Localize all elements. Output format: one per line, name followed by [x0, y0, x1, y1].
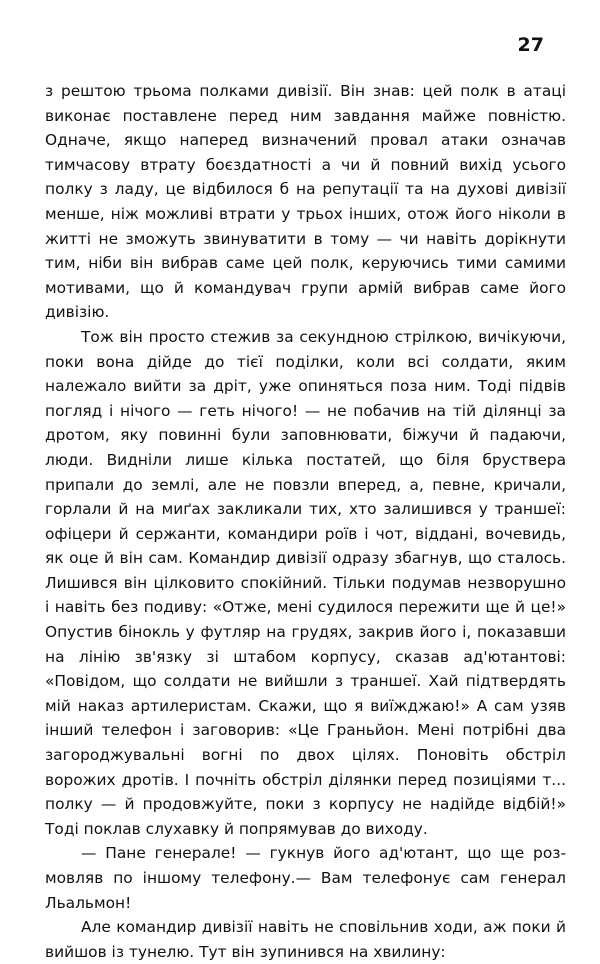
paragraph-1: з рештою трьома полками дивізії. Він знав: цей полк в атаці виконає поставлене перед ним завдання майже повністю. Одначе, якщо наперед визначений провал атаки означав тимчасову втрату боєздатності а чи й повний вихід усього полку з ладу, це відбилося б на репутації та на духові дивізії менше, ніж можливі втрати у трьох інших, отож його ніколи в житті не зможуть звинуватити в тому — чи навіть дорікнути тим, ніби він вибрав саме цей полк, керуючись тими самими мотивами, що й командувач групи армій вибрав саме його дивізію. — [45, 82, 566, 322]
paragraph-4: Але командир дивізії навіть не сповільнив ходи, аж поки й вийшов із тунелю. Тут він зупинився на хвилину: — [45, 918, 566, 961]
paragraph-3: — Пане генерале! — гукнув його ад'ютант, що ще розмовляв по іншому телефону.— Вам телефонує сам генерал Льальмон! — [45, 844, 566, 912]
page-number: 27 — [517, 34, 544, 56]
paragraph-2: Тож він просто стежив за секундною стрілкою, вичікуючи, поки вона дійде до тієї поділки, коли всі солдати, яким належало вийти за дріт, уже опиняться поза ним. Тоді підвів погляд і нічого — геть нічого! — не побачив на тій ділянці за дротом, яку повинні були заповнювати, біжучи й падаючи, люди. Видніли лише кілька постатей, що біля бруствера припали до землі, але не повзли вперед, а, певне, кричали, горлали й на миґах закликали тих, хто залишився у траншеї: офіцери й сержанти, командири роїв і чот, віддані, вочевидь, як оце й він сам. Командир дивізії одразу збагнув, що сталось. Лишився він цілковито спокійний. Тільки подумав незворушно і навіть без подиву: «Отже, мені судилося пережити ще й це!» Опустив бінокль у футляр на грудях, закрив його і, показавши на лінію зв'язку зі штабом корпусу, сказав ад'ютантові: «Повідом, що солдати не вийшли з траншеї. Хай підтвердять мій наказ артилеристам. Скажи, що я виїжджаю!» А сам узяв інший телефон і заговорив: «Це Граньйон. Мені потрібні два загороджувальні вогні по двох цілях. Поновіть обстріл ворожих дротів. І почніть обстріл ділянки перед позиціями т... полку — й продовжуйте, поки з корпусу не надійде відбій!» Тоді поклав слухавку й попрямував до виходу. — [45, 327, 566, 838]
text-body — [45, 79, 566, 964]
